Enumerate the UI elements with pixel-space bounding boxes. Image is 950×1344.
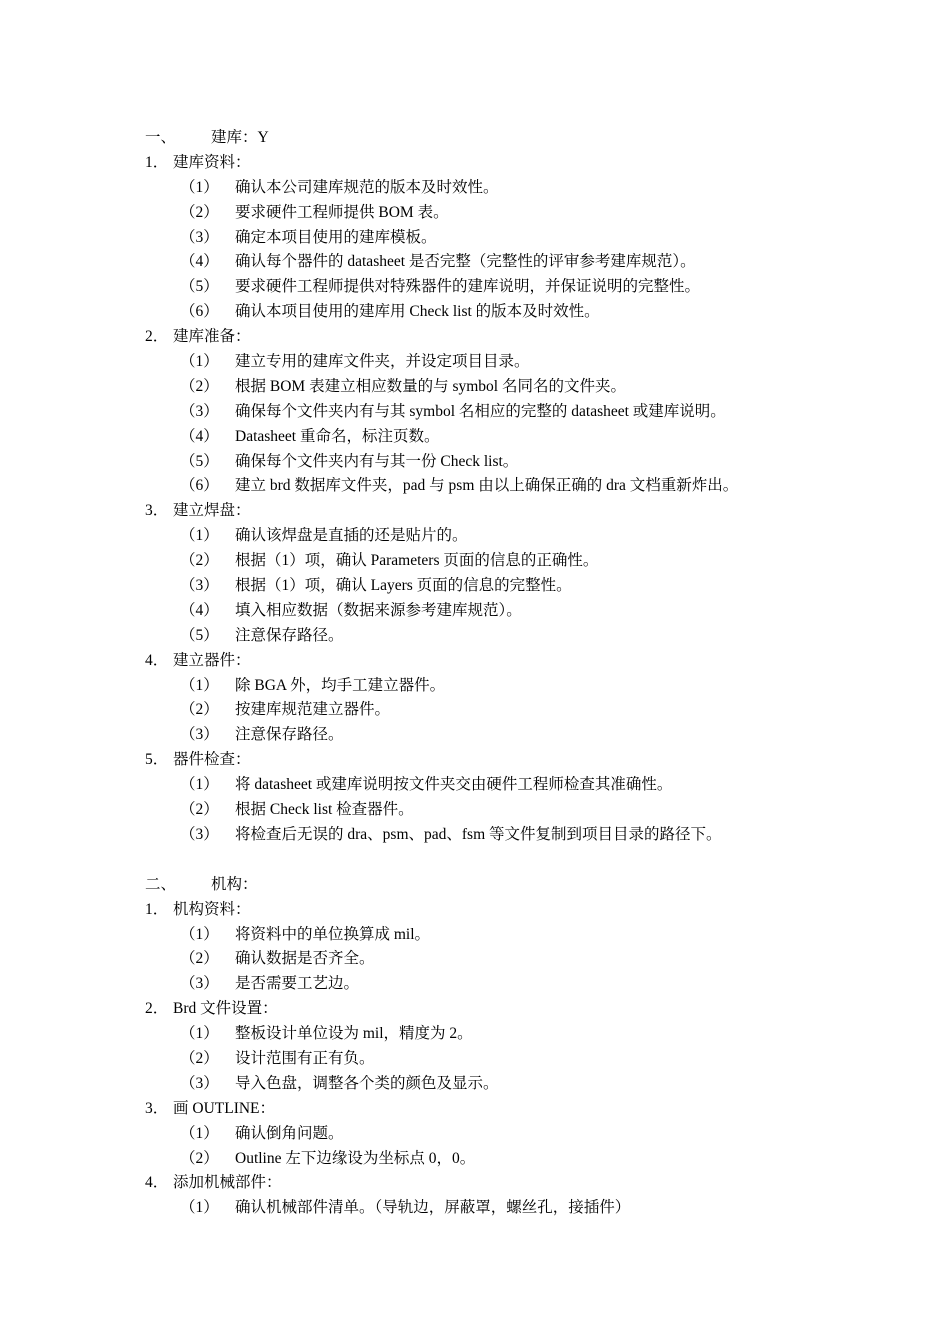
item-text: 根据（1）项，确认 Parameters 页面的信息的正确性。 bbox=[235, 552, 599, 570]
section-title bbox=[0, 126, 950, 151]
item-text: 除 BGA 外，均手工建立器件。 bbox=[235, 676, 446, 694]
item-number: （1） bbox=[180, 776, 219, 794]
item-number: （2） bbox=[180, 1149, 219, 1167]
item-number: （2） bbox=[180, 701, 219, 719]
item-number: （3） bbox=[180, 825, 219, 843]
list-item bbox=[0, 1047, 950, 1072]
list-item bbox=[0, 425, 950, 450]
item-text: 确保每个文件夹内有与其 symbol 名相应的完整的 datasheet 或建库说明。 bbox=[235, 402, 726, 420]
list-item bbox=[0, 674, 950, 699]
heading-number: 2． bbox=[145, 328, 169, 346]
list-item bbox=[0, 773, 950, 798]
item-text: 注意保存路径。 bbox=[235, 726, 344, 744]
item-number: （4） bbox=[180, 253, 219, 271]
list-item bbox=[0, 375, 950, 400]
item-number: （6） bbox=[180, 303, 219, 321]
item-text: 填入相应数据（数据来源参考建库规范）。 bbox=[235, 601, 522, 619]
list-item bbox=[0, 624, 950, 649]
heading-text: 添加机械部件： bbox=[173, 1174, 282, 1192]
item-number: （3） bbox=[180, 726, 219, 744]
item-text: 根据（1）项，确认 Layers 页面的信息的完整性。 bbox=[235, 577, 572, 595]
item-number: （5） bbox=[180, 626, 219, 644]
heading-number: 3． bbox=[145, 502, 169, 520]
section-title bbox=[0, 873, 950, 898]
item-text: 确定本项目使用的建库模板。 bbox=[235, 228, 437, 246]
item-text: 根据 BOM 表建立相应数量的与 symbol 名同名的文件夹。 bbox=[235, 377, 626, 395]
list-item bbox=[0, 1072, 950, 1097]
item-number: （2） bbox=[180, 203, 219, 221]
section-spacer bbox=[0, 848, 950, 873]
item-text: 建立 brd 数据库文件夹，pad 与 psm 由以上确保正确的 dra 文档重新炸出。 bbox=[235, 477, 739, 495]
item-number: （1） bbox=[180, 925, 219, 943]
heading-number: 1． bbox=[145, 153, 169, 171]
list-item bbox=[0, 723, 950, 748]
heading-number: 5． bbox=[145, 751, 169, 769]
item-number: （3） bbox=[180, 1074, 219, 1092]
item-text: 注意保存路径。 bbox=[235, 626, 344, 644]
item-text: 整板设计单位设为 mil，精度为 2。 bbox=[235, 1025, 473, 1043]
item-text: 确认本公司建库规范的版本及时效性。 bbox=[235, 178, 499, 196]
numbered-heading bbox=[0, 898, 950, 923]
item-number: （1） bbox=[180, 1025, 219, 1043]
item-text: 是否需要工艺边。 bbox=[235, 975, 360, 993]
numbered-heading bbox=[0, 325, 950, 350]
heading-number: 4． bbox=[145, 651, 169, 669]
list-item bbox=[0, 1196, 950, 1221]
item-text: 确认机械部件清单。（导轨边，屏蔽罩，螺丝孔，接插件） bbox=[235, 1199, 631, 1217]
item-number: （6） bbox=[180, 477, 219, 495]
item-text: Outline 左下边缘设为坐标点 0，0。 bbox=[235, 1149, 476, 1167]
list-item bbox=[0, 524, 950, 549]
item-text: 确保每个文件夹内有与其一份 Check list。 bbox=[235, 452, 519, 470]
heading-text: 建库资料： bbox=[173, 153, 251, 171]
list-item bbox=[0, 599, 950, 624]
item-text: 确认本项目使用的建库用 Check list 的版本及时效性。 bbox=[235, 303, 600, 321]
numbered-heading bbox=[0, 1171, 950, 1196]
item-text: 要求硬件工程师提供 BOM 表。 bbox=[235, 203, 449, 221]
numbered-heading bbox=[0, 649, 950, 674]
item-number: （3） bbox=[180, 228, 219, 246]
list-item bbox=[0, 698, 950, 723]
numbered-heading bbox=[0, 997, 950, 1022]
item-text: 导入色盘，调整各个类的颜色及显示。 bbox=[235, 1074, 499, 1092]
item-number: （1） bbox=[180, 527, 219, 545]
item-number: （2） bbox=[180, 801, 219, 819]
list-item bbox=[0, 1022, 950, 1047]
heading-text: 器件检查： bbox=[173, 751, 251, 769]
numbered-heading bbox=[0, 499, 950, 524]
item-number: （3） bbox=[180, 402, 219, 420]
item-number: （5） bbox=[180, 452, 219, 470]
list-item bbox=[0, 823, 950, 848]
list-item bbox=[0, 798, 950, 823]
list-item bbox=[0, 474, 950, 499]
item-number: （1） bbox=[180, 1124, 219, 1142]
item-number: （5） bbox=[180, 278, 219, 296]
item-text: 确认每个器件的 datasheet 是否完整（完整性的评审参考建库规范）。 bbox=[235, 253, 696, 271]
item-text: 建立专用的建库文件夹，并设定项目目录。 bbox=[235, 353, 530, 371]
item-text: 确认数据是否齐全。 bbox=[235, 950, 375, 968]
item-text: 确认倒角问题。 bbox=[235, 1124, 344, 1142]
heading-text: 建库准备： bbox=[173, 328, 251, 346]
item-number: （1） bbox=[180, 178, 219, 196]
list-item bbox=[0, 300, 950, 325]
item-number: （3） bbox=[180, 577, 219, 595]
section-number: 二、 bbox=[145, 875, 177, 893]
item-text: 要求硬件工程师提供对特殊器件的建库说明，并保证说明的完整性。 bbox=[235, 278, 701, 296]
item-number: （2） bbox=[180, 377, 219, 395]
item-text: 根据 Check list 检查器件。 bbox=[235, 801, 414, 819]
heading-text: 建立焊盘： bbox=[173, 502, 251, 520]
heading-number: 3． bbox=[145, 1099, 169, 1117]
item-text: 确认该焊盘是直插的还是贴片的。 bbox=[235, 527, 468, 545]
section-title-text: 机构： bbox=[211, 875, 258, 893]
item-number: （2） bbox=[180, 950, 219, 968]
list-item bbox=[0, 972, 950, 997]
heading-text: 建立器件： bbox=[173, 651, 251, 669]
numbered-heading bbox=[0, 151, 950, 176]
list-item bbox=[0, 275, 950, 300]
item-text: 设计范围有正有负。 bbox=[235, 1049, 375, 1067]
heading-text: 画 OUTLINE： bbox=[173, 1099, 276, 1117]
list-item bbox=[0, 176, 950, 201]
section-number: 一、 bbox=[145, 129, 177, 146]
list-item bbox=[0, 400, 950, 425]
list-item bbox=[0, 350, 950, 375]
document-body bbox=[0, 126, 950, 1221]
list-item bbox=[0, 947, 950, 972]
numbered-heading bbox=[0, 1097, 950, 1122]
list-item bbox=[0, 923, 950, 948]
list-item bbox=[0, 201, 950, 226]
list-item bbox=[0, 226, 950, 251]
item-number: （3） bbox=[180, 975, 219, 993]
numbered-heading bbox=[0, 748, 950, 773]
item-number: （4） bbox=[180, 601, 219, 619]
item-number: （1） bbox=[180, 676, 219, 694]
item-number: （1） bbox=[180, 1199, 219, 1217]
item-number: （2） bbox=[180, 552, 219, 570]
list-item bbox=[0, 450, 950, 475]
heading-number: 2． bbox=[145, 1000, 169, 1018]
list-item bbox=[0, 574, 950, 599]
item-number: （1） bbox=[180, 353, 219, 371]
item-text: 按建库规范建立器件。 bbox=[235, 701, 391, 719]
heading-text: 机构资料： bbox=[173, 900, 251, 918]
list-item bbox=[0, 549, 950, 574]
item-number: （4） bbox=[180, 427, 219, 445]
item-text: Datasheet 重命名，标注页数。 bbox=[235, 427, 440, 445]
item-number: （2） bbox=[180, 1049, 219, 1067]
heading-number: 1． bbox=[145, 900, 169, 918]
list-item bbox=[0, 1122, 950, 1147]
item-text: 将检查后无误的 dra、psm、pad、fsm 等文件复制到项目目录的路径下。 bbox=[235, 825, 722, 843]
list-item bbox=[0, 250, 950, 275]
section-title-text: 建库：Y bbox=[211, 129, 269, 146]
list-item bbox=[0, 1147, 950, 1172]
item-text: 将 datasheet 或建库说明按文件夹交由硬件工程师检查其准确性。 bbox=[235, 776, 673, 794]
item-text: 将资料中的单位换算成 mil。 bbox=[235, 925, 431, 943]
heading-text: Brd 文件设置： bbox=[173, 1000, 278, 1018]
heading-number: 4． bbox=[145, 1174, 169, 1192]
